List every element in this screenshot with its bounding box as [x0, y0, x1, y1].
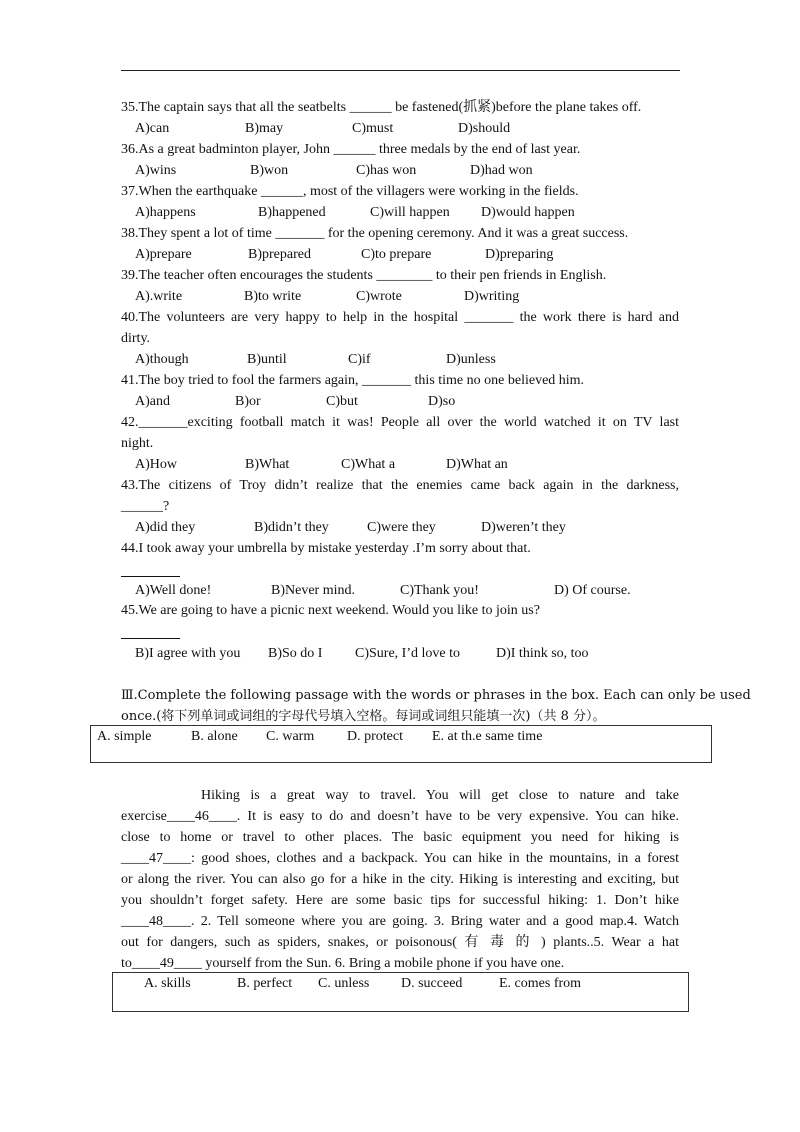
q36-option-c: C)has won	[356, 163, 417, 178]
word-box-2-option-e: E. comes from	[499, 976, 582, 991]
word-box-2	[112, 972, 689, 1012]
q36-option-a: A)wins	[135, 163, 177, 178]
question-40-stem: 40.The volunteers are very happy to help in the hospital _______ the work there is hard and	[121, 310, 679, 325]
q42-option-b: B)What	[245, 457, 290, 472]
passage-line: exercise____46____. It is easy to do and doesn’t have to be very expensive. You can hike.	[121, 809, 679, 824]
q37-option-b: B)happened	[258, 205, 326, 220]
q37-option-c: C)will happen	[370, 205, 450, 220]
question-45-stem: 45.We are going to have a picnic next weekend. Would you like to join us?	[121, 603, 540, 618]
section-3-heading-line1: Ⅲ.Complete the following passage with the words or phrases in the box. Each can only be used	[121, 688, 751, 703]
q42-option-d: D)What an	[446, 457, 508, 472]
q40-option-b: B)until	[247, 352, 287, 367]
q45-answer-blank	[121, 638, 180, 639]
q39-option-d: D)writing	[464, 289, 520, 304]
q38-option-b: B)prepared	[248, 247, 311, 262]
section-3-heading-line2: once.(将下列单词或词组的字母代号填入空格。每词或词组只能填一次)（共 8 分）。	[121, 709, 606, 724]
q35-option-c: C)must	[352, 121, 394, 136]
question-42-stem-cont: night.	[121, 436, 154, 451]
q39-option-b: B)to write	[244, 289, 302, 304]
q35-option-a: A)can	[135, 121, 170, 136]
q37-option-a: A)happens	[135, 205, 196, 220]
q40-option-c: C)if	[348, 352, 371, 367]
word-box-1-option-d: D. protect	[347, 729, 403, 744]
hiking-passage	[121, 785, 679, 974]
question-43-stem: 43.The citizens of Troy didn’t realize that the enemies came back again in the darkness,	[121, 478, 679, 493]
q35-option-d: D)should	[458, 121, 511, 136]
q45-option-b: B)So do I	[268, 646, 323, 661]
passage-line: to____49____ yourself from the Sun. 6. Bring a mobile phone if you have one.	[121, 956, 565, 971]
header-rule	[121, 70, 680, 71]
q43-option-b: B)didn’t they	[254, 520, 329, 535]
word-box-1-option-c: C. warm	[266, 729, 315, 744]
question-37-stem: 37.When the earthquake ______, most of the villagers were working in the fields.	[121, 184, 579, 199]
q42-option-a: A)How	[135, 457, 177, 472]
q44-option-b: B)Never mind.	[271, 583, 355, 598]
q44-option-d: D) Of course.	[554, 583, 631, 598]
section-3-heading	[121, 687, 751, 705]
passage-line: you shouldn’t forget safety. Here are some basic tips for successful hiking: 1. Don’t hike	[121, 893, 679, 908]
word-box-2-option-d: D. succeed	[401, 976, 463, 991]
question-36-stem: 36.As a great badminton player, John ______ three medals by the end of last year.	[121, 142, 581, 157]
question-42-stem: 42._______exciting football match it was! People all over the world watched it on TV last	[121, 415, 679, 430]
q39-option-c: C)wrote	[356, 289, 402, 304]
q39-option-a: A).write	[135, 289, 183, 304]
passage-line: ____48____. 2. Tell someone where you are going. 3. Bring water and a good map.4. Watch	[121, 914, 679, 929]
word-box-1	[90, 725, 712, 763]
q44-answer-blank	[121, 576, 180, 577]
q37-option-d: D)would happen	[481, 205, 575, 220]
passage-line: close to home or travel to other places. The basic equipment you need for hiking is	[121, 830, 679, 845]
word-box-2-option-b: B. perfect	[237, 976, 293, 991]
q36-option-b: B)won	[250, 163, 289, 178]
q43-option-a: A)did they	[135, 520, 196, 535]
q45-option-a: B)I agree with you	[135, 646, 241, 661]
question-40-stem-cont: dirty.	[121, 331, 151, 346]
question-44-stem: 44.I took away your umbrella by mistake yesterday .I’m sorry about that.	[121, 541, 531, 556]
question-41-stem: 41.The boy tried to fool the farmers again, _______ this time no one believed him.	[121, 373, 585, 388]
q41-option-d: D)so	[428, 394, 456, 409]
question-35-stem: 35.The captain says that all the seatbelts ______ be fastened(抓紧)before the plane takes off.	[121, 100, 642, 115]
q38-option-a: A)prepare	[135, 247, 192, 262]
q41-option-a: A)and	[135, 394, 170, 409]
question-43-stem-cont: ______?	[121, 499, 170, 514]
passage-line: ____47____: good shoes, clothes and a backpack. You can hike in the mountains, in a forest	[121, 851, 679, 866]
q35-option-b: B)may	[245, 121, 284, 136]
passage-line: or along the river. You can also go for a hike in the city. Hiking is interesting and exciting, but	[121, 872, 679, 887]
q38-option-d: D)preparing	[485, 247, 554, 262]
q40-option-a: A)though	[135, 352, 189, 367]
word-box-1-option-e: E. at th.e same time	[432, 729, 543, 744]
q45-option-c: C)Sure, I’d love to	[355, 646, 460, 661]
word-box-1-option-a: A. simple	[97, 729, 152, 744]
q42-option-c: C)What a	[341, 457, 396, 472]
q43-option-c: C)were they	[367, 520, 436, 535]
q45-option-d: D)I think so, too	[496, 646, 589, 661]
passage-line: Hiking is a great way to travel. You will get close to nature and take	[201, 788, 679, 803]
passage-line: out for dangers, such as spiders, snakes, or poisonous( 有 毒 的 ) plants..5. Wear a hat	[121, 935, 679, 950]
q38-option-c: C)to prepare	[361, 247, 432, 262]
question-38-stem: 38.They spent a lot of time _______ for the opening ceremony. And it was a great success.	[121, 226, 629, 241]
word-box-1-option-b: B. alone	[191, 729, 238, 744]
q41-option-b: B)or	[235, 394, 261, 409]
q44-option-a: A)Well done!	[135, 583, 212, 598]
q40-option-d: D)unless	[446, 352, 496, 367]
word-box-2-option-a: A. skills	[144, 976, 191, 991]
question-39-stem: 39.The teacher often encourages the students ________ to their pen friends in English.	[121, 268, 607, 283]
q41-option-c: C)but	[326, 394, 358, 409]
q43-option-d: D)weren’t they	[481, 520, 566, 535]
q44-option-c: C)Thank you!	[400, 583, 479, 598]
word-box-2-option-c: C. unless	[318, 976, 370, 991]
q36-option-d: D)had won	[470, 163, 533, 178]
